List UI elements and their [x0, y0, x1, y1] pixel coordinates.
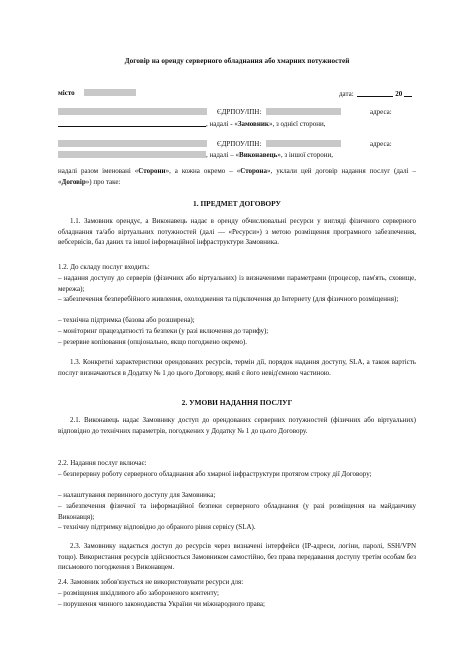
- clause-2-2-item-3: – забезпечення фізичної та інформаційної безпеки серверного обладнання (у разі розміщення на майданчику Виконавця);: [58, 502, 416, 521]
- clause-1-2-item-4: – моніторинг працездатності та безпеки (у разі включення до тарифу);: [58, 327, 269, 335]
- party1-address-field[interactable]: [58, 119, 206, 127]
- party2-edrpou: [217, 140, 341, 149]
- party1-line1: [58, 108, 207, 117]
- party2-tail: », з іншої сторони,: [277, 151, 333, 159]
- party1-role: Замовник: [237, 120, 269, 128]
- clause-2-3: 2.3. Замовнику надається доступ до ресурсів через визначені інтерфейси (IP-адреси, логіни, паролі, SSH/VPN тощо). Використання ресурсів здійснюється Замовником самостійно, без права передавання доступу третім особам без письмового погодження з Виконавцем.: [58, 542, 416, 572]
- party2-role: Виконавець: [239, 151, 278, 159]
- clause-1-2-item-5: – резервне копіювання (опціонально, якщо погоджено окремо).: [58, 338, 248, 346]
- clause-2-2-item-1: – безперервну роботу серверного обладнання або хмарної інфраструктури протягом строку дії Договору;: [58, 470, 372, 478]
- party2-line1: [58, 140, 207, 149]
- clause-1-2-item-1: – надання доступу до серверів (фізичних або віртуальних) із визначеними параметрами (процесор, пам'ять, сховище, мережа);: [58, 274, 416, 293]
- clause-2-4-item-2: – порушення чинного законодавства України чи міжнародного права;: [58, 600, 265, 608]
- party2-line2: [58, 151, 333, 160]
- party1-tail: », з однієї сторони,: [268, 120, 326, 128]
- city-label: місто: [58, 89, 75, 97]
- intro-text-4: ») про таке:: [85, 177, 121, 186]
- clause-2-4: 2.4. Замовник зобов'язується не використовувати ресурси для:: [58, 578, 244, 586]
- party1-hereinafter: , надалі - «: [206, 120, 238, 128]
- clause-2-2: 2.2. Надання послуг включає:: [58, 459, 147, 467]
- party1-address-label: адреса:: [370, 108, 392, 116]
- intro-party: Сторона: [240, 167, 267, 175]
- clause-2-1: 2.1. Виконавець надає Замовнику доступ до орендованих серверних потужностей (фізичних або віртуальних) відповідно до технічних параметрів, погоджених у Додатку № 1 до цього Договору.: [58, 416, 416, 435]
- party2-edrpou-field[interactable]: [266, 140, 341, 147]
- clause-1-3: 1.3. Конкретні характеристики орендованих ресурсів, термін дії, порядок надання доступу, SLA, а також вартість послуг визначаються в Додатку № 1 до цього Договору, який є його невід'ємною частиною.: [58, 358, 416, 377]
- intro-text-1: надалі разом іменовані «: [58, 167, 139, 175]
- year-field[interactable]: [404, 89, 412, 97]
- section-1-heading: 1. ПРЕДМЕТ ДОГОВОРУ: [193, 199, 281, 208]
- intro-text-2: », а кожна окремо – «: [165, 167, 241, 175]
- party2-name-field[interactable]: [58, 140, 207, 147]
- party2-address-field[interactable]: [58, 151, 206, 158]
- intro-parties: Сторони: [138, 167, 166, 175]
- clause-2-2-item-4: – технічну підтримку відповідно до обраного рівня сервісу (SLA).: [58, 523, 256, 531]
- year-prefix: 20: [395, 90, 403, 98]
- party1-edrpou: [217, 108, 341, 117]
- section-2-heading: 2. УМОВИ НАДАННЯ ПОСЛУГ: [181, 398, 293, 407]
- document-title: Договір на оренду серверного обладнання або хмарних потужностей: [124, 57, 350, 65]
- date-label: дата:: [339, 90, 354, 98]
- party2-edrpou-label: ЄДРПОУ/ІПН:: [217, 140, 262, 148]
- clause-1-2: 1.2. До складу послуг входить:: [58, 263, 150, 271]
- clause-2-2-item-2: – налаштування первинного доступу для Замовника;: [58, 491, 216, 499]
- intro-text-3: », уклали цей договір надання послуг (далі – «: [58, 167, 416, 186]
- party1-edrpou-label: ЄДРПОУ/ІПН:: [217, 108, 262, 116]
- date-field[interactable]: [357, 89, 393, 97]
- party2-address-label: адреса:: [370, 140, 392, 148]
- party1-line2: [58, 119, 326, 129]
- intro-paragraph: [58, 166, 416, 187]
- city-field[interactable]: [84, 89, 136, 96]
- clause-1-1: 1.1. Замовник орендує, а Виконавець надає в оренду обчислювальні ресурси у вигляді фізичного серверного обладнання та/або віртуальних потужностей (далі — «Ресурси») з метою розміщення програмного забезпечення, вебсервісів, баз даних та іншої інформаційної інфраструктури Замовника.: [58, 217, 416, 247]
- clause-1-2-item-2: – забезпечення безперебійного живлення, охолодження та підключення до Інтернету (для фізичного розміщення);: [58, 295, 399, 303]
- party1-edrpou-field[interactable]: [266, 108, 341, 115]
- intro-contract: Договір: [61, 177, 86, 186]
- party2-hereinafter: , надалі – «: [206, 151, 240, 159]
- clause-1-2-item-3: – технічна підтримка (базова або розширена);: [58, 316, 195, 324]
- city-line: [58, 89, 136, 98]
- party1-name-field[interactable]: [58, 108, 207, 115]
- date-line: [339, 89, 412, 99]
- clause-2-4-item-1: – розміщення шкідливого або забороненого контенту;: [58, 589, 219, 597]
